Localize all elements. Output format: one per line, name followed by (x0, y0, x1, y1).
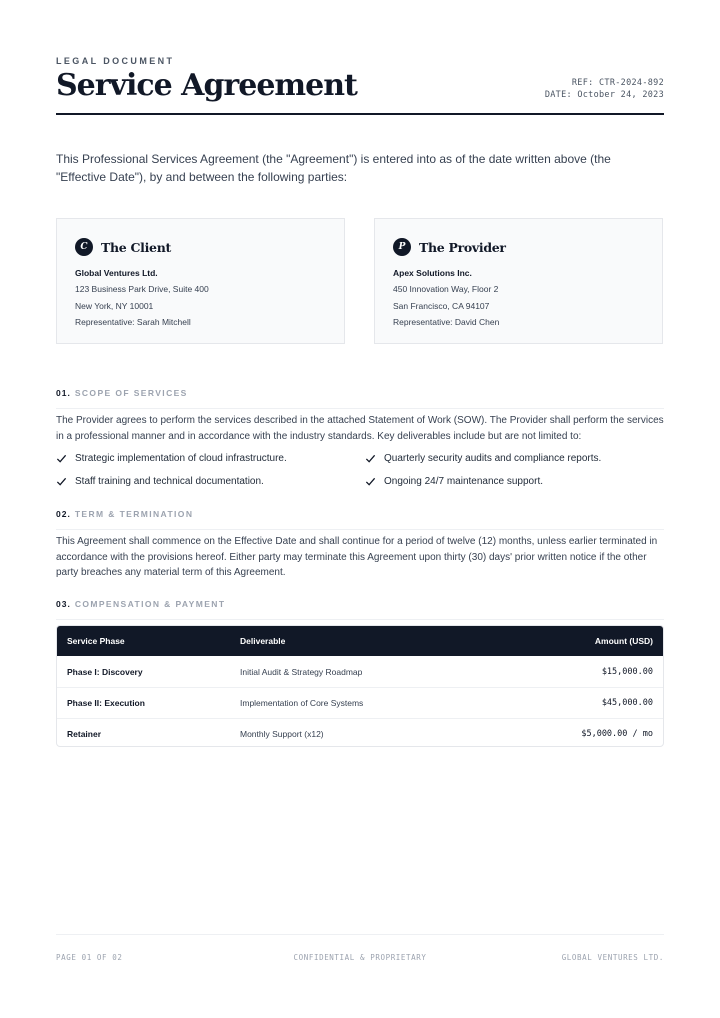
section-heading-scope (56, 388, 664, 409)
section-heading-compensation (56, 599, 664, 620)
checkmark-icon (365, 453, 376, 464)
confidentiality-label: CONFIDENTIAL & PROPRIETARY (293, 953, 427, 962)
intro-paragraph: This Professional Services Agreement (the "Agreement") is entered into as of the date written above (the "Effective Date"), by and between the following parties: (56, 152, 611, 184)
amount-cell: $15,000.00 (601, 666, 653, 677)
footer-company: GLOBAL VENTURES LTD. (561, 953, 664, 962)
column-header-amount: Amount (USD) (594, 636, 653, 646)
section-title: COMPENSATION & PAYMENT (74, 599, 226, 609)
table-row (57, 656, 663, 687)
section-heading-term (56, 509, 664, 530)
deliverable-text: Ongoing 24/7 maintenance support. (384, 476, 543, 487)
scope-paragraph: The Provider agrees to perform the services described in the attached Statement of Work (SOW). The Provider shall perform the services in a professional manner and in accordance with the industry standards. Key deliverables include but are not limited to: (56, 415, 664, 442)
checkmark-icon (56, 453, 67, 464)
compensation-table (56, 625, 664, 747)
client-address-line-1: 123 Business Park Drive, Suite 400 (75, 284, 209, 294)
reference-number: REF: CTR-2024-892 (571, 78, 664, 88)
header-divider (56, 113, 664, 115)
provider-name: Apex Solutions Inc. (393, 268, 472, 278)
section-number: 02. (56, 509, 71, 519)
column-header-deliverable: Deliverable (240, 636, 286, 646)
term-paragraph: This Agreement shall commence on the Effective Date and shall continue for a period of twelve (12) months, unless earlier terminated in accordance with the provisions hereof. Either party may terminate this Agreement upon thirty (30) days' prior written notice if the other party breaches any material term of this Agreement. (56, 536, 658, 578)
table-row (57, 687, 663, 718)
column-header-service-phase: Service Phase (67, 636, 125, 646)
provider-address-line-1: 450 Innovation Way, Floor 2 (393, 284, 499, 294)
client-badge-icon: C (75, 238, 93, 256)
deliverable-cell: Implementation of Core Systems (240, 698, 364, 708)
deliverable-cell: Monthly Support (x12) (240, 729, 324, 739)
table-row (57, 718, 663, 747)
deliverable-item (56, 453, 287, 464)
document-type-label: LEGAL DOCUMENT (56, 56, 175, 66)
client-card (56, 218, 345, 344)
amount-cell: $5,000.00 / mo (581, 729, 653, 739)
client-representative: Representative: Sarah Mitchell (75, 317, 191, 327)
deliverable-item (56, 476, 264, 487)
provider-address-line-2: San Francisco, CA 94107 (393, 300, 490, 311)
section-number: 03. (56, 599, 71, 609)
service-phase-cell: Retainer (67, 729, 102, 739)
deliverable-text: Strategic implementation of cloud infrastructure. (75, 453, 287, 464)
client-card-header (75, 238, 326, 256)
footer-divider (56, 934, 664, 935)
checkmark-icon (365, 476, 376, 487)
client-address-line-2: New York, NY 10001 (75, 300, 154, 311)
provider-representative: Representative: David Chen (393, 317, 500, 327)
provider-card (374, 218, 663, 344)
provider-badge-icon: P (393, 238, 411, 256)
checkmark-icon (56, 476, 67, 487)
document-title: Service Agreement (56, 68, 357, 103)
page-number: PAGE 01 OF 02 (56, 953, 123, 962)
client-card-title: The Client (101, 239, 171, 255)
section-number: 01. (56, 388, 71, 398)
client-name: Global Ventures Ltd. (75, 268, 158, 278)
provider-card-header (393, 238, 644, 256)
deliverable-text: Quarterly security audits and compliance reports. (384, 453, 602, 464)
document-meta (545, 77, 664, 101)
service-phase-cell: Phase II: Execution (67, 698, 145, 708)
deliverable-item (365, 453, 601, 464)
service-phase-cell: Phase I: Discovery (67, 666, 143, 677)
provider-card-title: The Provider (419, 239, 506, 255)
document-date: DATE: October 24, 2023 (544, 90, 664, 100)
amount-cell: $45,000.00 (601, 698, 653, 708)
deliverable-item (365, 476, 543, 487)
table-header-row (57, 626, 663, 656)
section-title: TERM & TERMINATION (74, 509, 194, 519)
deliverable-cell: Initial Audit & Strategy Roadmap (240, 666, 363, 677)
section-title: SCOPE OF SERVICES (74, 388, 188, 398)
deliverable-text: Staff training and technical documentation. (75, 476, 264, 487)
